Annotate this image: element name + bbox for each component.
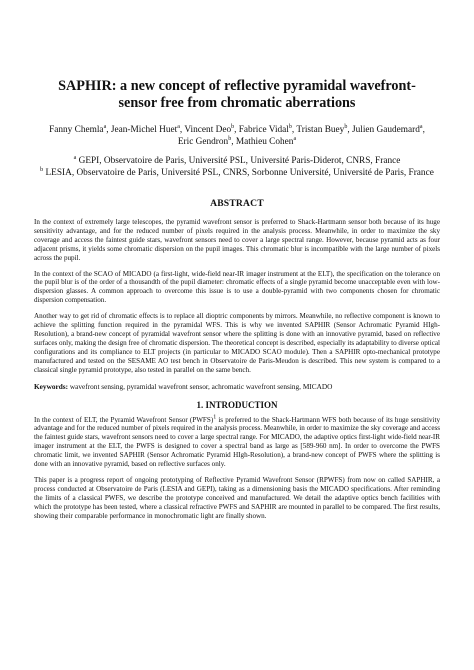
author: Eric Gendron$^b$, [177, 135, 236, 147]
author: Vincent Deo$^b$, [184, 123, 239, 135]
intro-paragraph-1: In the context of ELT, the Pyramid Wavefront Sensor (PWFS)$^1$ is preferred to the Shack-Hartmann WFS both because of its huge sensitivity advantage and for the reduced number of pixels required in the analysis process. Meanwhile, in order to maximize the sky coverage and access the faintest guide stars, wavefront sensors need to cover a large spectral range. For MICADO, the adaptive optics first-light wide-field near-IR imager instrument at the ELT, the PWFS is designed to cover a spectral band as large as [589-960 nm]. In order to overcome the PWFS chromatic limit, we invented SAPHIR (Sensor Achromatic Pyramid HIgh-Resolution), a brand-new concept of PWFS where the splitting is done with an innovative pyramid, based on reflective surfaces only. [34, 414, 440, 469]
author-list [34, 124, 440, 148]
author: Tristan Buey$^b$, [296, 123, 352, 135]
author: Mathieu Cohen$^a$ [235, 135, 297, 147]
abstract-paragraph-3: Another way to get rid of chromatic effects is to replace all dioptric components by mirrors. Meanwhile, no reflective component is known to achieve the splitting function required in the pyramidal WFS. This is why we invented SAPHIR (Sensor Achromatic Pyramid HIgh-Resolution), a brand-new concept of pyramidal wavefront sensor where the splitting is done with an innovative pyramid, based on reflective surfaces only, making the design free of chromatic dispersion. The theoretical concept is described, especially its adaptability to diverse optical configurations and its compliance to ELT projects (in particular to MICADO SCAO module). Then a SAPHIR opto-mechanical prototype manufactured and tested on the SESAME AO test bench in Observatoire de Paris-Meudon is described. This new system is compared to a classical single pyramid prototype, also tested in parallel on the same bench. [34, 312, 440, 374]
abstract-heading: ABSTRACT [210, 198, 264, 209]
author: Fabrice Vidal$^b$, [238, 123, 297, 135]
abstract-paragraph-2: In the context of the SCAO of MICADO (a first-light, wide-field near-IR imager instrument at the ELT), the specification on the tolerance on the pupil blur is of the order of a thousandth of the pupil diameter: chromatic effects of a single pyramid become unacceptable even with low-dispersion glasses. A common approach to overcome this issue is to use a double-pyramid with two components chosen for chromatic dispersion compensation. [34, 269, 440, 305]
author: Fanny Chemla$^a$, [49, 123, 111, 135]
introduction-body [34, 416, 440, 521]
keywords-text: wavefront sensing, pyramidal wavefront sensor, achromatic wavefront sensing, MICADO [68, 381, 333, 391]
reference-mark: 1 [213, 414, 217, 421]
author: Jean-Michel Huet$^a$, [110, 123, 185, 135]
affiliations [34, 155, 440, 179]
keywords-label: Keywords: [34, 381, 69, 391]
keywords [34, 382, 440, 391]
paper-title: SAPHIR: a new concept of reflective pyramidal wavefront-sensor free from chromatic aberrations [58, 78, 416, 111]
author: Julien Gaudemard$^a$, [352, 123, 425, 135]
affiliation-b: $^b$ LESIA, Observatoire de Paris, Université PSL, CNRS, Sorbonne Université, Université de Paris, France [40, 166, 434, 178]
affiliation-a: $^a$ GEPI, Observatoire de Paris, Université PSL, Université Paris-Diderot, CNRS, France [73, 154, 401, 166]
section-heading-introduction: 1. INTRODUCTION [196, 399, 278, 410]
abstract-paragraph-1: In the context of extremely large telescopes, the pyramid wavefront sensor is preferred to Shack-Hartmann sensor both because of its huge sensitivity advantage, and for the reduced number of pixels required in the analysis process. Meanwhile, in order to maximize the sky coverage and access the faintest guide stars, wavefront sensors need to cover a large spectral range. However, because pyramid acts as four adjacent prisms, it yields some chromatic dispersion on the pupil images. This chromatic blur is incompatible with the large number of pixels across the pupil. [34, 218, 440, 262]
intro-paragraph-2: This paper is a progress report of ongoing prototyping of Reflective Pyramid Wavefront Sensor (RPWFS) from now on called SAPHIR, a process conducted at Observatoire de Paris (LESIA and GEPI), taking as a dimensioning basis the MICADO specifications. After reminding the limits of a classical PWFS, we describe the prototype conceived and manufactured. We detail the adaptive optics bench facilities with which the prototype has been tested, where a classical refractive PWFS and SAPHIR are mounted in parallel to be compared. The first results, showing their comparable performance in monochromatic light are finally shown. [34, 475, 440, 520]
